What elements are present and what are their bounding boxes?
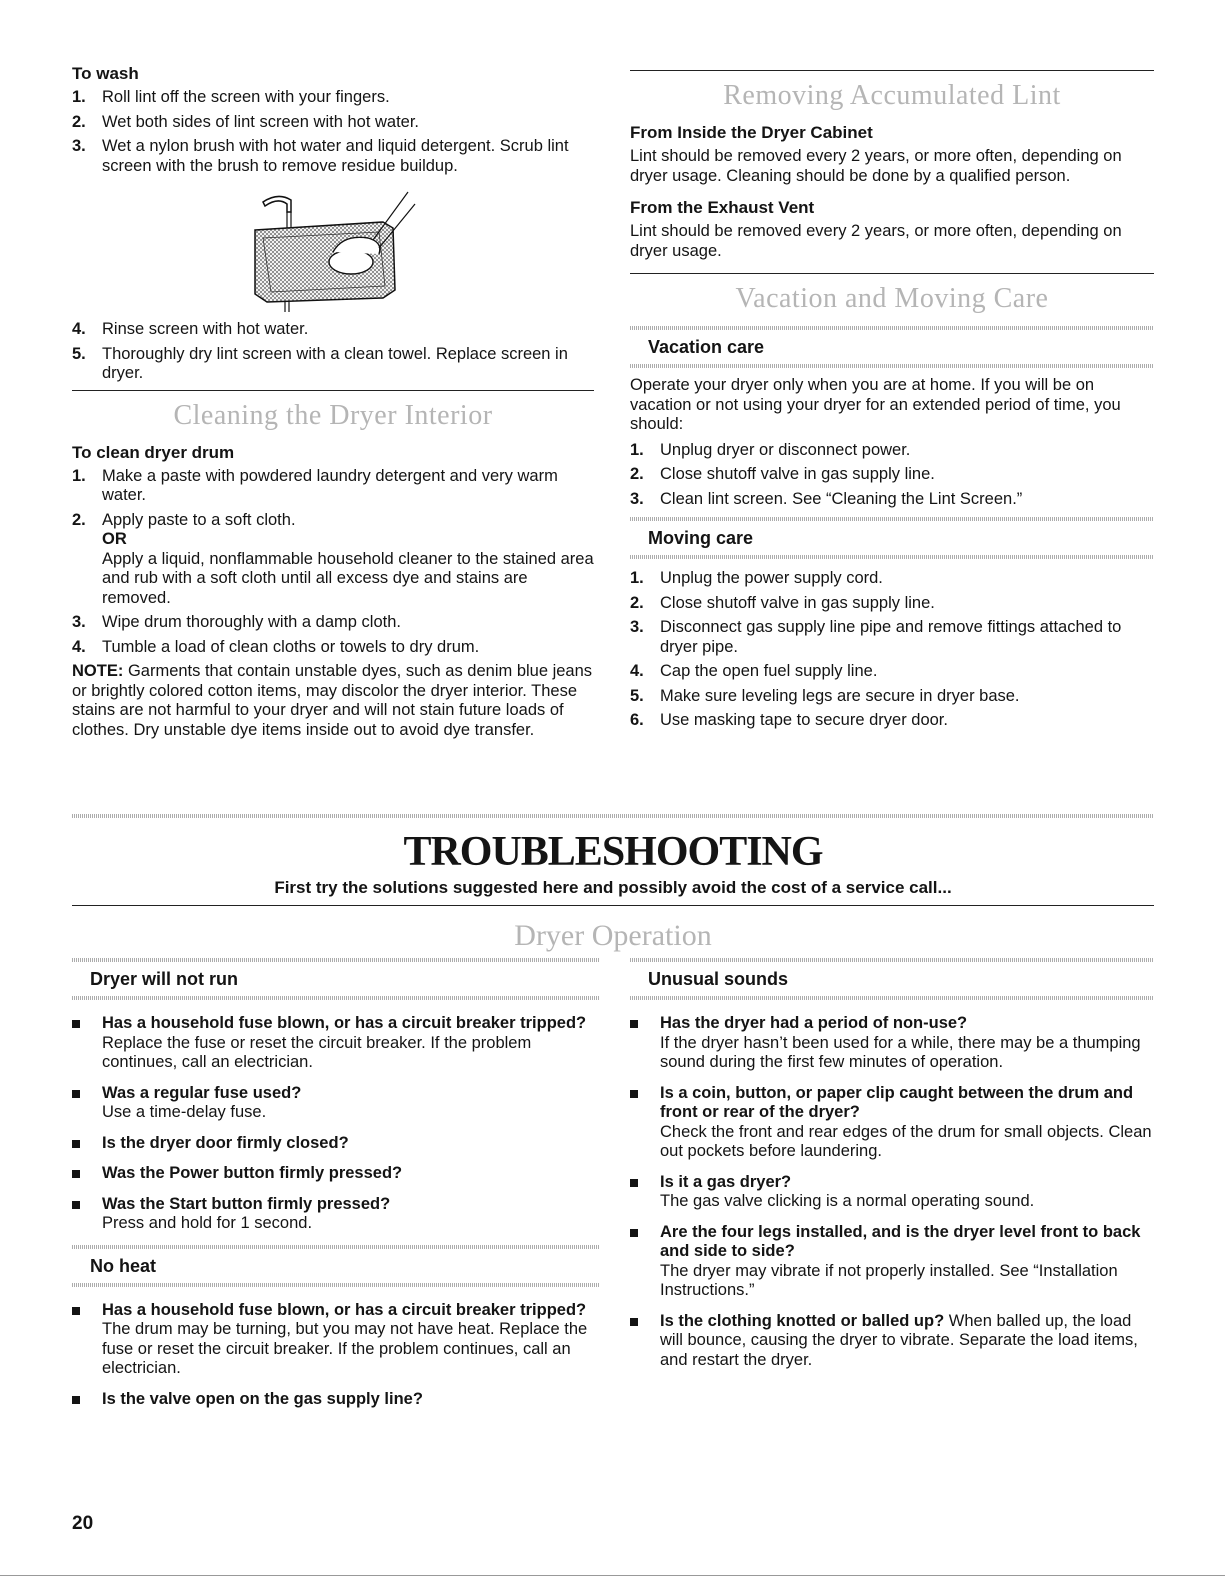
divider: [0, 1575, 1225, 1576]
list-item: Are the four legs installed, and is the dryer level front to back and side to side? The dryer may vibrate if not properly installed. See “Installation Instructions.”: [630, 1223, 1154, 1301]
drum-steps: [72, 467, 594, 658]
list-item: 3. Clean lint screen. See “Cleaning the Lint Screen.”: [630, 489, 1023, 508]
divider: [72, 390, 594, 391]
list-item: 4. Rinse screen with hot water.: [72, 320, 309, 338]
list-item: Was the Power button firmly pressed?: [72, 1164, 600, 1184]
vacation-section-title: Vacation and Moving Care: [735, 283, 1049, 314]
list-item: Is the dryer door firmly closed?: [72, 1134, 600, 1154]
dotted-rule: [630, 555, 1154, 559]
sounds-heading: Unusual sounds: [648, 969, 789, 989]
lint-screen-scrub-illustration: [183, 182, 483, 312]
dotted-rule: [630, 996, 1154, 1000]
not-run-heading: Dryer will not run: [90, 969, 239, 989]
no-heat-list: [72, 1301, 600, 1410]
moving-heading: Moving care: [648, 528, 754, 548]
list-item: Is the valve open on the gas supply line?: [72, 1390, 600, 1410]
list-item: 6. Use masking tape to secure dryer door.: [630, 711, 948, 729]
dryer-operation-title: Dryer Operation: [514, 919, 712, 952]
list-item: 2. Apply paste to a soft cloth. OR Apply a liquid, nonflammable household cleaner to the stained area and rub with a soft cloth until all excess dye and stains are removed.: [72, 510, 594, 607]
note-paragraph: NOTE: Garments that contain unstable dyes, such as denim blue jeans or brightly colored cotton items, may discolor the dryer interior. These stains are not harmful to your dryer and will not stain future loads of clothes. Dry unstable dye items inside out to avoid dye transfer.: [72, 662, 593, 739]
sounds-list: [630, 1014, 1154, 1370]
vent-text: Lint should be removed every 2 years, or more often, depending on dryer usage.: [630, 222, 1122, 260]
dotted-rule: [72, 996, 600, 1000]
troubleshooting-subtitle: First try the solutions suggested here and possibly avoid the cost of a service call...: [274, 878, 952, 897]
list-item: Was a regular fuse used? Use a time-delay fuse.: [72, 1084, 600, 1123]
page-number: 20: [72, 1513, 94, 1534]
clean-drum-heading: To clean dryer drum: [72, 442, 235, 462]
list-item: 1. Unplug the power supply cord.: [630, 569, 883, 587]
wash-steps-b: [72, 320, 594, 384]
divider: [630, 70, 1154, 71]
list-item: 3. Disconnect gas supply line pipe and remove fittings attached to dryer pipe.: [630, 618, 1122, 656]
dotted-rule: [630, 517, 1154, 521]
vent-heading: From the Exhaust Vent: [630, 198, 815, 217]
wash-column: [72, 64, 594, 740]
dotted-rule: [630, 326, 1154, 330]
vacation-heading: Vacation care: [648, 337, 765, 357]
list-item: Has the dryer had a period of non-use? If the dryer hasn’t been used for a while, there may be a thumping sound during the first few minutes of operation.: [630, 1014, 1154, 1073]
dotted-rule: [630, 958, 1154, 962]
vacation-steps: [630, 441, 1154, 510]
interior-section-title: Cleaning the Dryer Interior: [173, 399, 493, 431]
moving-steps: [630, 569, 1154, 731]
divider: [630, 273, 1154, 274]
list-item: 5. Make sure leveling legs are secure in dryer base.: [630, 686, 1020, 705]
list-item: 3. Wet a nylon brush with hot water and liquid detergent. Scrub lint screen with the brush to remove residue buildup.: [72, 137, 569, 175]
list-item: Has a household fuse blown, or has a circuit breaker tripped? The drum may be turning, but you may not have heat. Replace the fuse or reset the circuit breaker. If the problem continues, call an electrician.: [72, 1301, 600, 1379]
lint-column: [630, 64, 1154, 736]
list-item: Is a coin, button, or paper clip caught between the drum and front or rear of the dryer? Check the front and rear edges of the drum for small objects. Clean out pockets before laundering.: [630, 1084, 1154, 1162]
list-item: 2. Close shutoff valve in gas supply line.: [630, 593, 935, 612]
vacation-intro: Operate your dryer only when you are at home. If you will be on vacation or not using your dryer for an extended period of time, you should:: [630, 376, 1121, 433]
divider: [72, 905, 1154, 906]
list-item: 5. Thoroughly dry lint screen with a clean towel. Replace screen in dryer.: [72, 344, 568, 382]
list-item: 2. Wet both sides of lint screen with hot water.: [72, 112, 420, 131]
dotted-rule: [72, 1245, 600, 1249]
list-item: 1. Make a paste with powdered laundry detergent and very warm water.: [72, 466, 558, 504]
troubleshooting-title: TROUBLESHOOTING: [403, 829, 823, 875]
list-item: Was the Start button firmly pressed? Press and hold for 1 second.: [72, 1195, 600, 1234]
list-item: 3. Wipe drum thoroughly with a damp cloth.: [72, 613, 401, 631]
dotted-rule: [72, 958, 600, 962]
list-item: 4. Cap the open fuel supply line.: [630, 662, 878, 680]
cabinet-heading: From Inside the Dryer Cabinet: [630, 123, 873, 142]
list-item: 1. Roll lint off the screen with your fingers.: [72, 88, 390, 106]
not-run-list: [72, 1014, 600, 1234]
dotted-rule: [630, 364, 1154, 368]
list-item: 2. Close shutoff valve in gas supply line.: [630, 465, 935, 483]
to-wash-heading: To wash: [72, 64, 139, 83]
cabinet-text: Lint should be removed every 2 years, or more often, depending on dryer usage. Cleaning should be done by a qualified person.: [630, 147, 1122, 185]
no-heat-heading: No heat: [90, 1255, 157, 1276]
list-item: Has a household fuse blown, or has a circuit breaker tripped? Replace the fuse or reset the circuit breaker. If the problem continues, call an electrician.: [72, 1014, 600, 1073]
list-item: 1. Unplug dryer or disconnect power.: [630, 440, 911, 459]
dotted-rule: [72, 814, 1154, 818]
list-item: Is the clothing knotted or balled up? When balled up, the load will bounce, causing the dryer to vibrate. Separate the load items, and restart the dryer.: [630, 1312, 1154, 1371]
sounds-column: [630, 958, 1154, 1381]
dotted-rule: [72, 1283, 600, 1287]
wash-steps-a: [72, 88, 594, 176]
list-item: 4. Tumble a load of clean cloths or towels to dry drum.: [72, 637, 480, 656]
list-item: Is it a gas dryer? The gas valve clicking is a normal operating sound.: [630, 1173, 1154, 1212]
lint-section-title: Removing Accumulated Lint: [723, 80, 1061, 111]
not-run-column: [72, 958, 600, 1420]
